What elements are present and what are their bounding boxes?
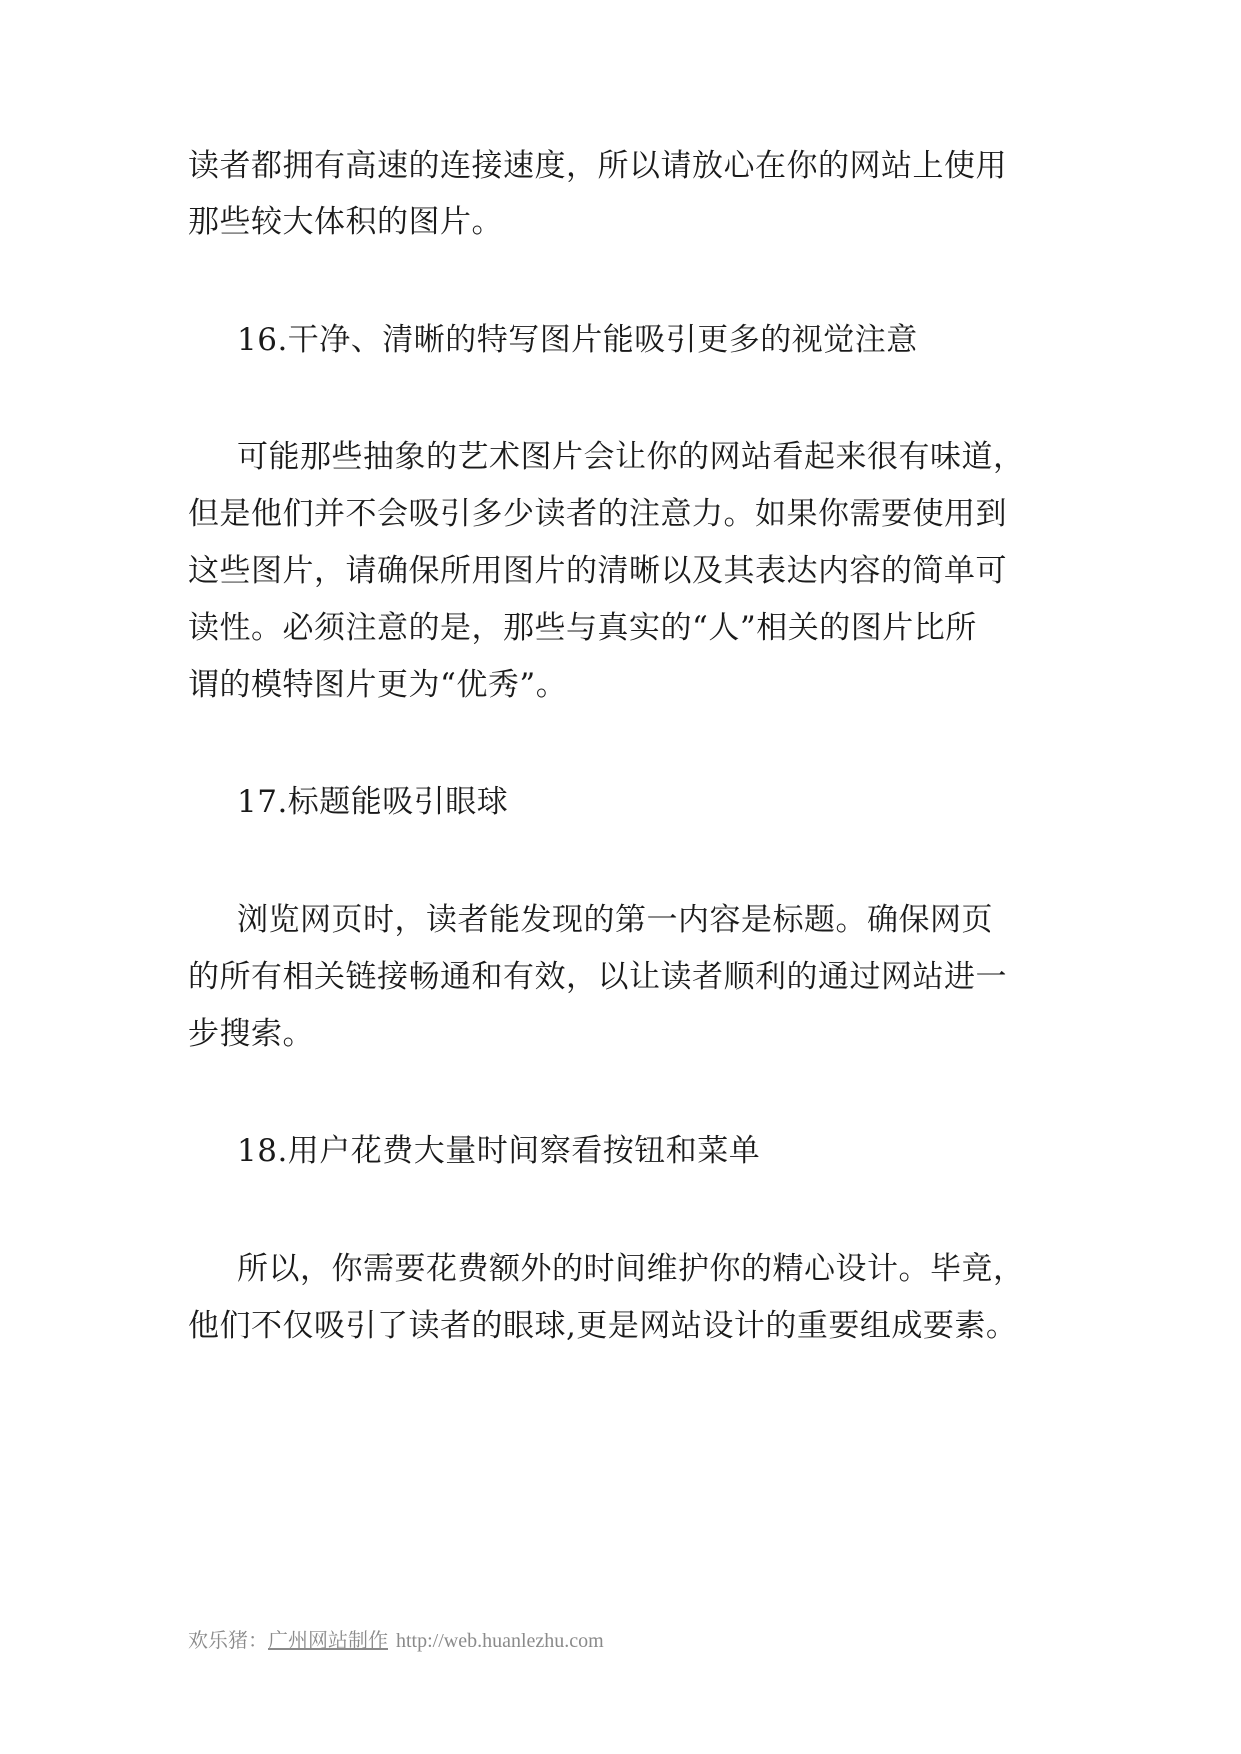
footer-url[interactable]: http://web.huanlezhu.com: [396, 1630, 604, 1652]
page-footer: [188, 1627, 604, 1654]
body-text-line: 读性。必须注意的是，那些与真实的“人”相关的图片比所: [188, 610, 977, 646]
body-text-line: 但是他们并不会吸引多少读者的注意力。如果你需要使用到: [188, 496, 1007, 532]
body-text-line: 步搜索。: [188, 1016, 314, 1052]
body-text-line: 谓的模特图片更为“优秀”。: [188, 667, 568, 703]
body-text-line: 这些图片，请确保所用图片的清晰以及其表达内容的简单可: [188, 553, 1007, 589]
section-heading-17: 17.标题能吸引眼球: [237, 784, 509, 820]
section-heading-18: 18.用户花费大量时间察看按钮和菜单: [237, 1133, 761, 1169]
body-text-line: 可能那些抽象的艺术图片会让你的网站看起来很有味道，: [237, 439, 1025, 475]
body-text-line: 他们不仅吸引了读者的眼球,更是网站设计的重要组成要素。: [188, 1308, 1018, 1344]
body-text-line: 的所有相关链接畅通和有效，以让读者顺利的通过网站进一: [188, 959, 1007, 995]
footer-link[interactable]: 广州网站制作: [268, 1628, 388, 1652]
footer-prefix: 欢乐猪：: [188, 1628, 268, 1652]
body-text-line: 所以，你需要花费额外的时间维护你的精心设计。毕竟，: [237, 1251, 1025, 1287]
body-text-line: 那些较大体积的图片。: [188, 204, 503, 240]
body-text-line: 读者都拥有高速的连接速度，所以请放心在你的网站上使用: [188, 148, 1007, 184]
section-heading-16: 16.干净、清晰的特写图片能吸引更多的视觉注意: [237, 322, 918, 358]
body-text-line: 浏览网页时，读者能发现的第一内容是标题。确保网页: [237, 902, 993, 938]
